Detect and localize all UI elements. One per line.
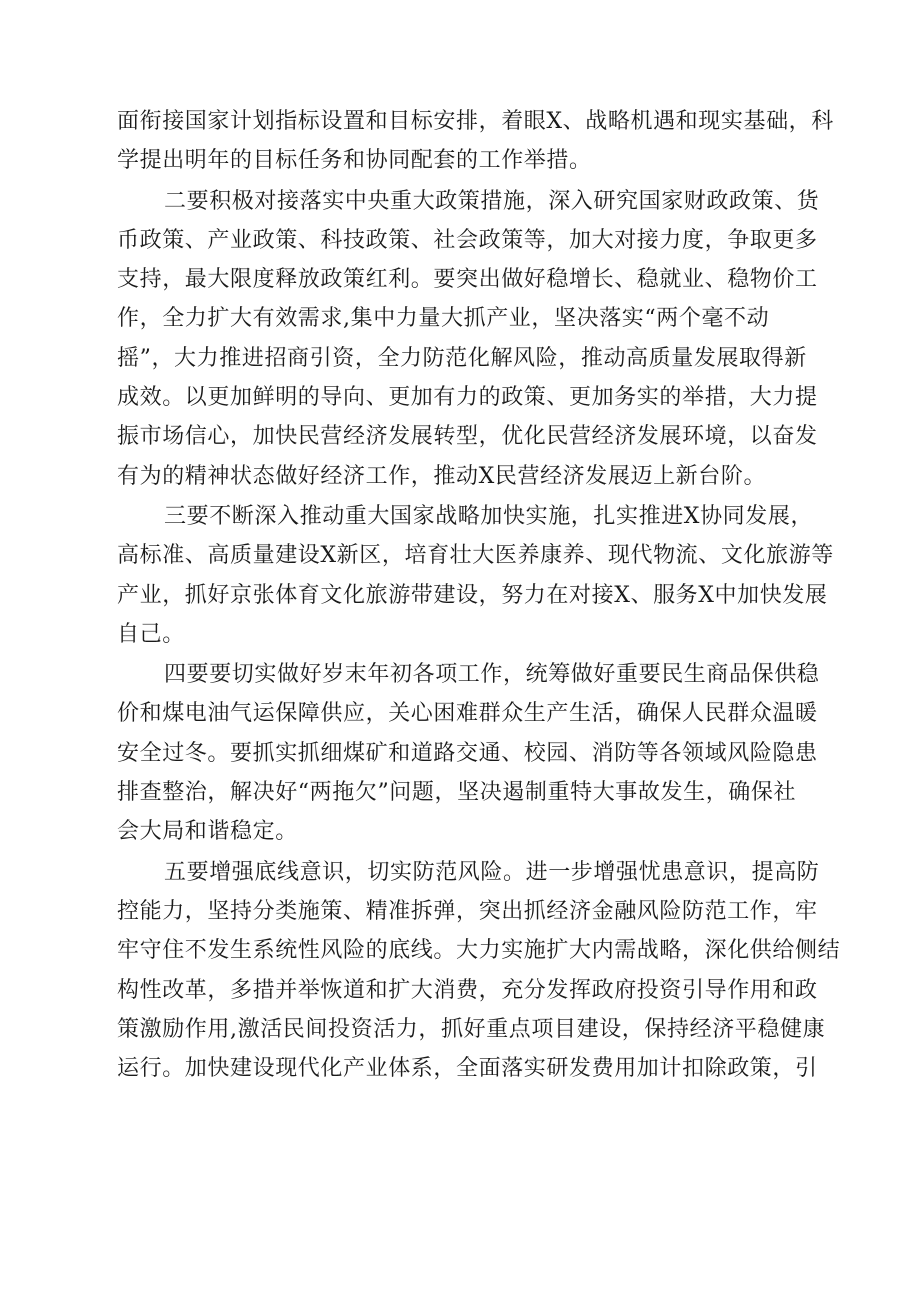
text-line: 有为的精神状态做好经济工作，推动X民营经济发展迈上新台阶。	[117, 463, 767, 489]
paragraph-2	[117, 182, 820, 496]
text-line: 三要不断深入推动重大国家战略加快实施，扎实推进X协同发展，	[164, 503, 814, 529]
paragraph-5	[117, 853, 841, 1089]
text-line: 二要积极对接落实中央重大政策措施，深入研究国家财政政策、货	[164, 188, 820, 214]
text-line: 运行。加快建设现代化产业体系，全面落实研发费用加计扣除政策，引	[117, 1056, 818, 1082]
text-line: 策激励作用,激活民间投资活力，抓好重点项目建设，保持经济平稳健康	[117, 1016, 826, 1042]
text-line: 排查整治，解决好“两拖欠”问题，坚决遏制重特大事故发生，确保社	[117, 780, 797, 806]
paragraph-3	[117, 497, 834, 654]
text-line: 安全过冬。要抓实抓细煤矿和道路交通、校园、消防等各领域风险隐患	[117, 740, 818, 766]
text-line: 五要增强底线意识，切实防范风险。进一步增强忧患意识，提高防	[164, 859, 820, 885]
text-line: 摇”，大力推进招商引资，全力防范化解风险，推动高质量发展取得新	[117, 345, 807, 371]
text-line: 成效。以更加鲜明的导向、更加有力的政策、更加务实的举措，大力提	[117, 385, 818, 411]
text-line: 四要要切实做好岁末年初各项工作，统筹做好重要民生商品保供稳	[164, 662, 820, 688]
paragraph-4	[117, 655, 820, 851]
text-line: 牢守住不发生系统性风险的底线。大力实施扩大内需战略，深化供给侧结	[117, 938, 841, 964]
text-line: 振市场信心，加快民营经济发展转型，优化民营经济发展环境，以奋发	[117, 424, 818, 450]
text-line: 控能力，坚持分类施策、精准拆弹，突出抓经济金融风险防范工作，牢	[117, 898, 818, 924]
text-line: 价和煤电油气运保障供应，关心困难群众生产生活，确保人民群众温暖	[117, 701, 818, 727]
text-line: 构性改革，多措并举恢道和扩大消费，充分发挥政府投资引导作用和政	[117, 977, 818, 1003]
text-line: 作，全力扩大有效需求,集中力量大抓产业，坚决落实“两个毫不动	[117, 306, 770, 332]
paragraph-1	[117, 102, 834, 181]
text-line: 产业，抓好京张体育文化旅游带建设，努力在对接X、服务X中加快发展	[117, 582, 828, 608]
document-body	[117, 102, 841, 1089]
text-line: 支持，最大限度释放政策红利。要突出做好稳增长、稳就业、稳物价工	[117, 267, 818, 293]
text-line: 会大局和谐稳定。	[117, 819, 298, 845]
text-line: 自己。	[117, 621, 185, 647]
text-line: 学提出明年的目标任务和协同配套的工作举措。	[117, 148, 592, 174]
text-line: 高标准、高质量建设X新区，培育壮大医养康养、现代物流、文化旅游等	[117, 543, 834, 569]
text-line: 币政策、产业政策、科技政策、社会政策等，加大对接力度，争取更多	[117, 227, 818, 253]
text-line: 面衔接国家计划指标设置和目标安排，着眼X、战略机遇和现实基础，科	[117, 109, 834, 134]
